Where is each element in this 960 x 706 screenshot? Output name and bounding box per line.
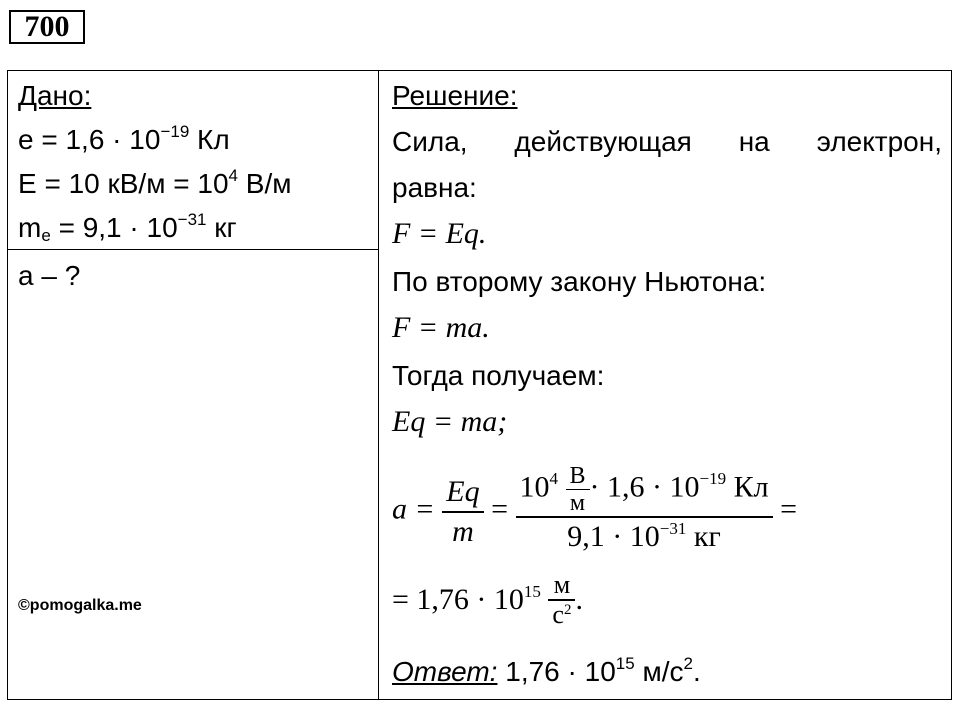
find-label: a – ?	[18, 260, 81, 291]
given-divider	[8, 249, 378, 250]
given-field: E = 10 $кВ/м = 10^4$ В/м	[18, 166, 292, 199]
formula-result: = $1,76 \cdot 10^{15}$ $\frac{м}{с^2}$ .	[392, 570, 583, 629]
answer-line: Ответ: $1,76 \cdot 10^{15}$ $м/с^2$.	[392, 654, 701, 687]
column-divider	[378, 71, 379, 699]
solution-table	[7, 70, 952, 700]
solution-text-1: Сила, действующая на электрон,	[392, 126, 942, 157]
problem-number: 700	[9, 10, 85, 44]
solution-text-2: равна:	[392, 172, 477, 203]
watermark: ©pomogalka.me	[18, 597, 142, 614]
equation-force: F = Eq.	[392, 217, 487, 250]
formula-acceleration: a = $\frac{Eq}{m}$ = $10^4$ $\frac{В}{м}$ · $1,6 \cdot 10^{-19}$ Кл $9,1 \cdot 10^{-31}$ кг =	[392, 463, 797, 553]
answer-label: Ответ:	[392, 656, 498, 687]
solution-text-4: Тогда получаем:	[392, 360, 605, 391]
equation-equal: Eq = ma;	[392, 405, 508, 438]
solution-heading: Решение:	[392, 80, 518, 111]
equation-newton: F = ma.	[392, 311, 490, 344]
solution-text-3: По второму закону Ньютона:	[392, 266, 767, 297]
given-heading: Дано:	[18, 80, 92, 111]
given-charge: $e = 1,6 \cdot 10^{-19}$ Кл	[18, 122, 230, 155]
given-mass: $m_e = 9,1 \cdot 10^{-31}$ кг	[18, 210, 237, 245]
